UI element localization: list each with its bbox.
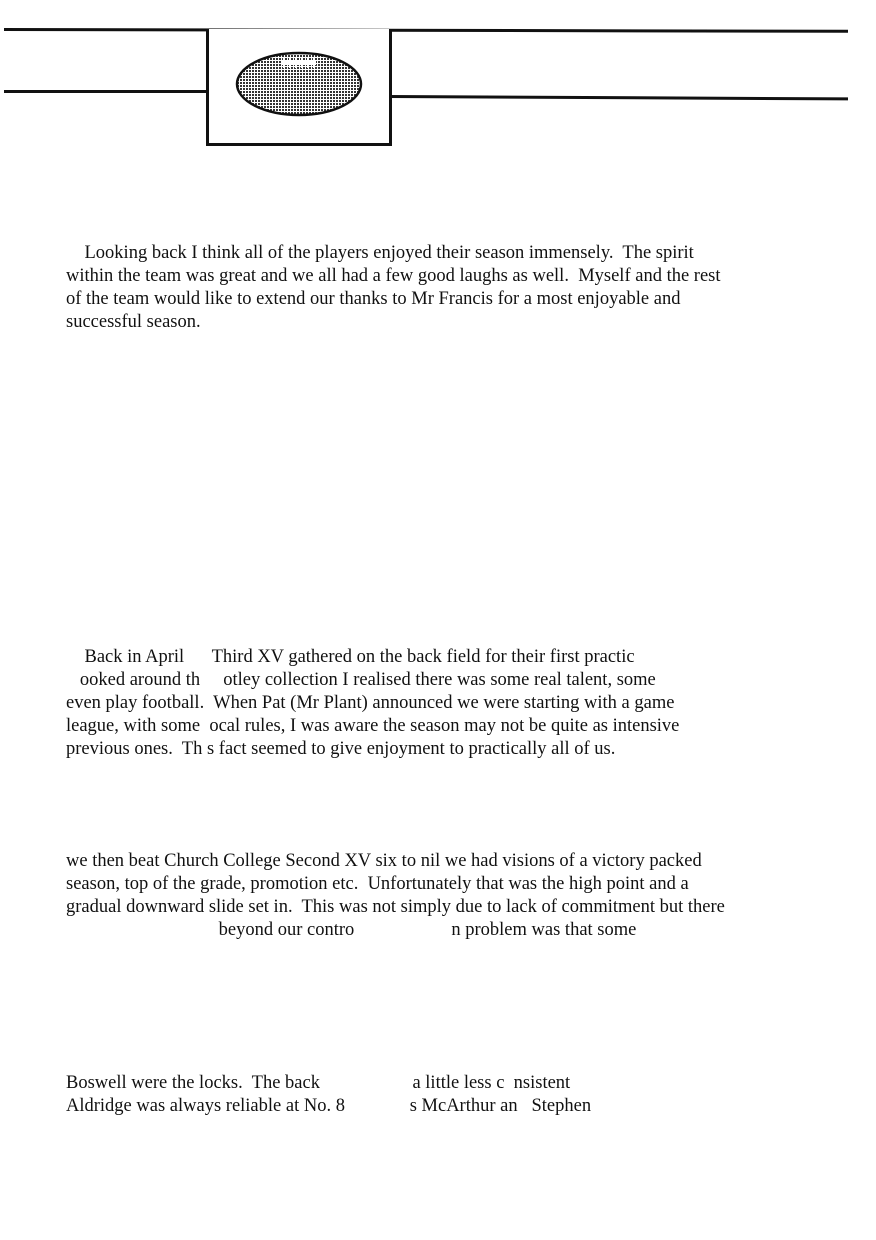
text-line: even play football. When Pat (Mr Plant) announced we were starting with a game [66, 693, 675, 713]
text-line: within the team was great and we all had a few good laughs as well. Myself and the rest [66, 266, 721, 286]
text-line: season, top of the grade, promotion etc. Unfortunately that was the high point and a [66, 874, 689, 894]
paragraph-season-start [66, 646, 679, 761]
text-line: of the team would like to extend our thanks to Mr Francis for a most enjoyable and [66, 289, 681, 309]
paragraph-team-lineup [66, 1072, 591, 1118]
header-rule-left [4, 90, 206, 93]
text-line: beyond our contro n problem was that some [66, 920, 637, 940]
text-line: Boswell were the locks. The back a little less c nsistent [66, 1073, 571, 1093]
header-rule-top [4, 28, 848, 33]
text-line: successful season. [66, 312, 201, 332]
text-line: Back in April Third XV gathered on the back field for their first practic [66, 647, 635, 667]
text-line: we then beat Church College Second XV six to nil we had visions of a victory packed [66, 851, 702, 871]
text-line: ooked around th otley collection I realised there was some real talent, some [66, 670, 656, 690]
paragraph-church-college [66, 850, 725, 942]
header-rule-right [388, 95, 848, 100]
text-line: previous ones. Th s fact seemed to give enjoyment to practically all of us. [66, 739, 616, 759]
rugby-ball-icon [234, 49, 364, 119]
paragraph-closing-thanks [66, 242, 721, 334]
header-emblem-box [206, 29, 392, 146]
text-line: Looking back I think all of the players enjoyed their season immensely. The spirit [66, 243, 694, 263]
text-line: Aldridge was always reliable at No. 8 s McArthur an Stephen [66, 1096, 592, 1116]
text-line: league, with some ocal rules, I was aware the season may not be quite as intensive [66, 716, 680, 736]
text-line: gradual downward slide set in. This was not simply due to lack of commitment but there [66, 897, 725, 917]
